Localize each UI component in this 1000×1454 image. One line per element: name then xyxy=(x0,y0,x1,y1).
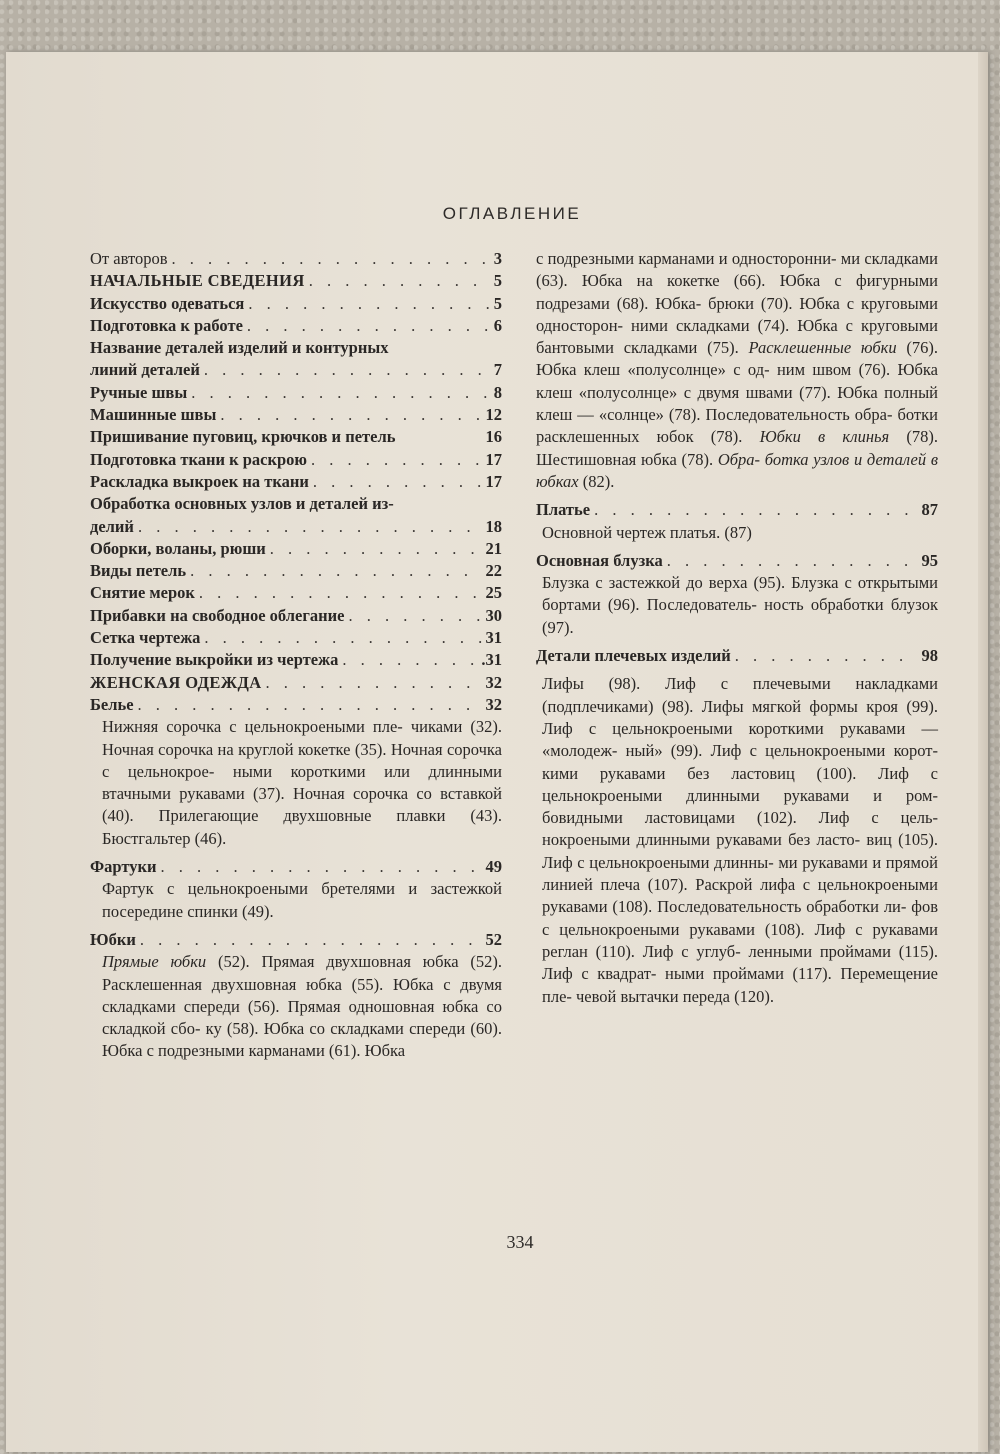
toc-entry-title: Сетка чертежа xyxy=(90,628,201,648)
toc-entry-page: 12 xyxy=(485,405,502,425)
toc-entry-page: 87 xyxy=(921,500,938,520)
toc-entry xyxy=(90,404,502,426)
leader-dots xyxy=(735,645,918,667)
toc-right-column xyxy=(536,248,938,1008)
toc-entry-title: Детали плечевых изделий xyxy=(536,646,731,666)
toc-entry-title: Оборки, воланы, рюши xyxy=(90,538,266,558)
toc-entry xyxy=(536,499,938,521)
leader-dots xyxy=(204,627,481,649)
leader-dots xyxy=(190,560,481,582)
toc-entry-page: 16 xyxy=(485,427,502,447)
toc-continued-description xyxy=(536,248,938,493)
toc-entry-page: 5 xyxy=(493,271,502,291)
toc-section-title: ЖЕНСКАЯ ОДЕЖДА xyxy=(90,672,262,692)
leader-dots xyxy=(204,359,490,381)
toc-entry-description: Фартук с цельнокроеными бретелями и застежкой посередине спинки (49). xyxy=(102,879,502,921)
toc-entry-title: От авторов xyxy=(90,249,168,268)
toc-entry-page: 22 xyxy=(485,561,502,581)
toc-entry-page: 31 xyxy=(485,628,502,648)
description-text: (52). Прямая двухшовная юбка (52). Расклешенная двухшовная юбка (55). Юбка с двумя складками спереди (56). Прямая одношовная юбка со складкой сбо- ку (58). Юбка со складками спереди (60). Юбка с подрезными карманами (61). Юбка xyxy=(102,952,502,1061)
page-heading: ОГЛАВЛЕНИЕ xyxy=(442,204,582,223)
toc-entry-title: Получение выкройки из чертежа xyxy=(90,650,339,670)
toc-entry xyxy=(90,560,502,582)
toc-entry-page: 21 xyxy=(485,538,502,558)
description-text: с подрезными карманами и односторонни- ми складками (63). Юбка на кокетке (66). Юбка с фигурными подрезами (68). Юбка- брюки (70). Юбка с круговыми односторон- ними складками (74). Юбка с круговыми бантовыми складками (75). xyxy=(536,249,938,358)
toc-entry xyxy=(90,672,502,694)
toc-entry-title: Пришивание пуговиц, крючков и петель xyxy=(90,427,396,447)
toc-entry-title: линий деталей xyxy=(90,360,200,380)
toc-section-title: НАЧАЛЬНЫЕ СВЕДЕНИЯ xyxy=(90,271,305,291)
toc-entry-title: Снятие мерок xyxy=(90,583,195,603)
toc-entry xyxy=(90,382,502,404)
toc-entry-title: Платье xyxy=(536,500,591,520)
toc-entry-title: Машинные швы xyxy=(90,405,217,425)
toc-entry-title: Ручные швы xyxy=(90,382,188,402)
toc-entry xyxy=(90,627,502,649)
leader-dots xyxy=(342,649,477,671)
toc-entry-page: 7 xyxy=(493,360,502,380)
toc-entry-page: 8 xyxy=(493,382,502,402)
italic-subheading: Юбки в клинья xyxy=(759,427,890,447)
toc-entry xyxy=(90,929,502,951)
toc-entry-page: 95 xyxy=(921,550,938,570)
toc-entry xyxy=(90,582,502,604)
toc-entry xyxy=(90,426,502,448)
toc-entry-page: 32 xyxy=(485,672,502,692)
toc-entry-title-line: Обработка основных узлов и деталей из- xyxy=(90,494,394,514)
toc-entry-page: .31 xyxy=(481,650,502,670)
toc-entry-title: Прибавки на свободное облегание xyxy=(90,605,345,625)
italic-subheading: Расклешенные юбки xyxy=(748,338,897,358)
toc-entry-description: Основной чертеж платья. (87) xyxy=(542,522,752,542)
leader-dots xyxy=(313,471,482,493)
toc-entry-page: 25 xyxy=(485,583,502,603)
toc-entry-page: 5 xyxy=(493,293,502,313)
leader-dots xyxy=(248,293,489,315)
toc-entry xyxy=(90,315,502,337)
toc-entry-page: 3 xyxy=(493,249,502,268)
toc-entry xyxy=(90,856,502,878)
leader-dots xyxy=(247,315,490,337)
leader-dots xyxy=(138,516,482,538)
description-text: (78). Шестишовная юбка (78). xyxy=(536,427,938,469)
toc-entry-description xyxy=(90,951,502,1062)
toc-entry-title: Белье xyxy=(90,694,134,714)
toc-entry xyxy=(90,359,502,381)
toc-entry xyxy=(536,550,938,572)
toc-entry xyxy=(90,293,502,315)
toc-entry xyxy=(90,694,502,716)
toc-entry-title: Юбки xyxy=(90,929,136,949)
toc-entry xyxy=(90,471,502,493)
toc-entry-page: 49 xyxy=(485,857,502,877)
toc-entry xyxy=(90,516,502,538)
toc-entry-description: Нижняя сорочка с цельнокроеными пле- чиками (32). Ночная сорочка на круглой кокетке (35). Ночная сорочка с цельнокрое- ными короткими или длинными втачными рукавами (37). Ночная сорочка со вставкой (40). Прилегающие двухшовные плавки (43). Бюстгальтер (46). xyxy=(102,717,502,848)
toc-entry-page: 18 xyxy=(485,516,502,536)
toc-entry-description: Лифы (98). Лиф с плечевыми накладками (подплечиками) (98). Лифы мягкой формы кроя (99). Лиф с цельнокроеными короткими рукавами — «молодеж- ный» (99). Лиф с цельнокроеными корот- кими рукавами без ластовиц (100). Лиф с цельнокроеными длинными рукавами и ром- бовидными ластовицами (102). Лиф с цель- нокроеными длинными рукавами без ласто- виц (105). Лиф с цельнокроеными длинны- ми рукавами и прямой линией плеча (107). Раскрой лифа с цельнокроеными рукавами (108). Последовательность обработки ли- фов с цельнокроеными рукавами (108). Лиф с рукавами реглан (110). Лиф с углуб- ленными проймами (115). Лиф с квадрат- ными проймами (117). Перемещение пле- чевой вытачки переда (120). xyxy=(542,674,938,1006)
toc-entry-page: 52 xyxy=(485,929,502,949)
toc-entry-page: 17 xyxy=(485,449,502,469)
toc-left-column xyxy=(90,248,502,1063)
leader-dots xyxy=(270,538,482,560)
toc-entry-title-line: Название деталей изделий и контурных xyxy=(90,338,389,358)
leader-dots xyxy=(140,929,482,951)
toc-entry-page: 98 xyxy=(921,646,938,666)
toc-entry-title: Подготовка к работе xyxy=(90,315,243,335)
italic-subheading: Прямые юбки xyxy=(102,952,207,972)
toc-entry-title: Раскладка выкроек на ткани xyxy=(90,471,309,491)
toc-entry-title: Искусство одеваться xyxy=(90,293,245,313)
leader-dots xyxy=(594,499,917,521)
leader-dots xyxy=(309,270,490,292)
toc-entry xyxy=(90,605,502,627)
description-text: (76). Юбка клеш «полусолнце» с од- ним швом (76). Юбка клеш «полусолнце» с двумя швами (77). Юбка полный клеш — «солнце» (78). Последовательность обра- ботки расклешенных юбок (78). xyxy=(536,338,938,447)
leader-dots xyxy=(172,248,490,270)
toc-entry-title: Виды петель xyxy=(90,561,187,581)
leader-dots xyxy=(138,694,482,716)
leader-dots xyxy=(667,550,918,572)
toc-entry-page: 17 xyxy=(485,471,502,491)
toc-entry xyxy=(90,649,502,671)
leader-dots xyxy=(348,605,481,627)
leader-dots xyxy=(311,449,481,471)
toc-entry-page: 32 xyxy=(485,694,502,714)
toc-entry xyxy=(536,645,938,667)
toc-entry-description: Блузка с застежкой до верха (95). Блузка с открытыми бортами (96). Последователь- ность обработки блузок (97). xyxy=(542,573,938,637)
toc-entry xyxy=(90,270,502,292)
leader-dots xyxy=(199,582,482,604)
italic-subheading: Обра- ботка узлов и деталей в юбках xyxy=(536,449,938,491)
leader-dots xyxy=(266,672,482,694)
toc-entry xyxy=(90,248,502,270)
toc-entry-title: Подготовка ткани к раскрою xyxy=(90,449,308,469)
toc-entry-title: Основная блузка xyxy=(536,550,663,570)
leader-dots xyxy=(191,382,490,404)
toc-entry-title: делий xyxy=(90,516,134,536)
leader-dots xyxy=(161,856,482,878)
toc-entry-page: 30 xyxy=(485,605,502,625)
toc-entry-title: Фартуки xyxy=(90,857,157,877)
toc-entry xyxy=(90,538,502,560)
toc-entry xyxy=(90,449,502,471)
toc-entry-page: 6 xyxy=(493,315,502,335)
description-text: (82). xyxy=(582,471,615,491)
page-number: 334 xyxy=(506,1232,534,1252)
leader-dots xyxy=(220,404,481,426)
